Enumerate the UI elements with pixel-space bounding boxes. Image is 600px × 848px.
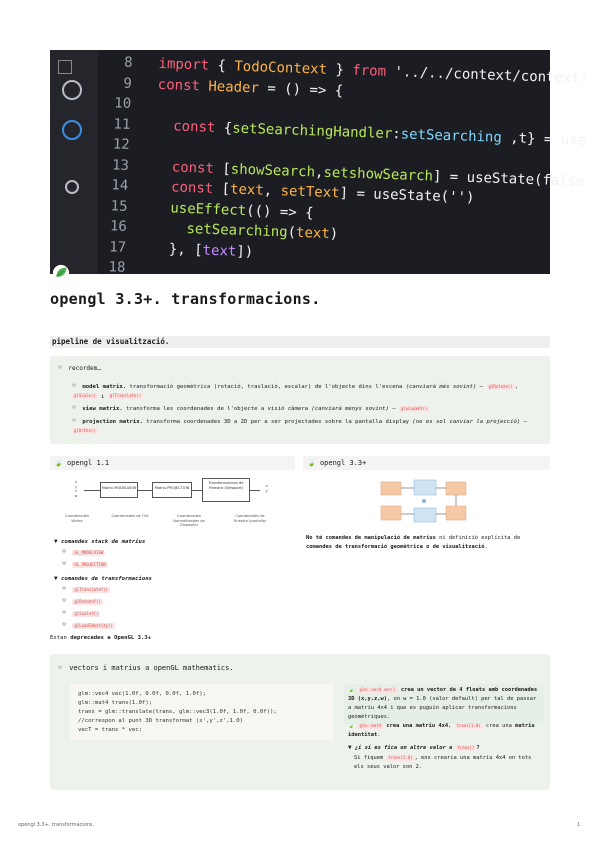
heart-icon: ♥ [62,621,67,629]
page-number: 1 [577,822,581,828]
pipeline-diagram [60,476,280,534]
cover-image [50,50,589,276]
leaf-icon [52,264,70,282]
code-token: ]) [236,243,254,260]
code-token: ,t} = use [501,129,587,149]
line-number: 11 [113,115,131,133]
code-token: ( [287,224,297,241]
line-number: 14 [111,177,129,194]
code-token: ] = useState(false [432,168,585,190]
stack-item: ♥ GL_PROJECTION [62,560,106,568]
extensions-icon [58,60,72,74]
code-token: const [153,178,214,197]
heart-icon: ♥ [62,585,67,593]
code-tag: glScale() [74,393,96,398]
code-tag: glTranslate() [109,393,142,398]
code-token: (() => { [245,202,314,221]
transform-item: ♥ glScalef() [62,609,99,617]
code-token: setSearchingHandler [231,119,393,142]
deprecated-note: Estan deprecades a OpenGL 3.3+ [50,635,152,641]
code-token: text [295,224,331,242]
arrow [84,490,100,491]
footer-title: opengl 3.3+. transformacions. [18,822,95,828]
column-heading-opengl11: 🍃 opengl 1.1 [50,456,295,470]
callout-title: vectors i matrius a openGL mathematics. [69,664,234,672]
code-token: [ [212,180,231,198]
transform-item: ♥ glRotatef() [62,597,101,605]
code-editor [97,50,589,290]
line-number: 9 [123,75,133,92]
heart-icon: ♥ [72,416,77,425]
code-token: const [156,117,216,136]
line-number: 8 [123,54,133,71]
code-token: { [208,57,235,75]
code-token: ] = useState('') [339,185,475,206]
input-vector: x y z w [74,480,78,498]
caption-vertex: Coordenades Vèrtex [65,514,89,523]
line-number: 16 [109,218,128,235]
list-item-model: ♥ model matrix. transformació geomètrica (rotació, traslació, escalar) de l'objecte dins l'escena (canviarà més sovint) – glRotate() , glScale() i glTranslate() [72,382,518,400]
code-token: , [263,182,281,200]
arrow [250,490,260,491]
code-token: Header [208,78,260,96]
code-tag: gluLookAt() [400,405,428,411]
callout-header [58,364,101,375]
code-tag: glRotate() [488,383,513,389]
caption-ndc: Coordenades Normalitzades de Dispositiu [173,514,205,527]
leaf-icon: 🍃 [348,687,355,693]
code-token: text [202,242,237,260]
line-number: 12 [112,136,130,153]
code-line [97,259,152,283]
code-block: glm::vec4 vec(1.0f, 0.0f, 0.0f, 1.0f); glm::mat4 trans(1.0f); trans = glm::translate(trans, glm::vec3(1.0f, 1.0f, 0.0f)); //correspon al punt 3D transformat (x',y',z',1.0) vecT = trans * vec; [70,684,334,740]
leaf-icon: 🍃 [348,723,355,729]
callout-title: recordem… [68,365,101,372]
code-token: = () => { [258,79,344,99]
heart-icon: ♥ [62,609,67,617]
code-token: import [158,55,210,74]
code-token: const [157,76,201,94]
browser-icon [62,120,82,140]
glm-callout [50,654,550,790]
toggle-transformacions[interactable]: ▼ comandes de transformacions [54,575,152,582]
caption-eye: Coordenades de l'Ull [111,514,149,518]
history-icon [62,80,82,100]
opengl33-note: No té comandes de manipulació de matrius ni definició explícita de comandes de transformació geomètrica o de visualització. [306,535,521,550]
code-token: , [314,163,324,181]
modelview-box: Matriu MODELVIEW [100,482,138,498]
heart-icon: ♥ [62,548,67,556]
code-token: setText [280,183,340,202]
glm-note-vec4: 🍃 glm::vec4 vec() crea un vector de 4 floats amb coordenades 3D (x,y,z,w), on w = 1.0 (valor default) per tal de passar a matriu 4x4 i que es puguin aplicar transformacions geomètriques. [344,684,544,724]
toggle-arrow-icon: ▼ [54,575,58,582]
heart-icon: ♥ [58,664,63,672]
line-number: 13 [111,156,130,174]
code-token: [ [213,160,232,177]
code-token: : [392,125,402,142]
code-token: text [229,181,265,199]
code-token: setSearching [152,219,288,241]
glm-note-mat4: 🍃 glm::mat4 crea una matriu 4x4, trans(1.0) crea una matriu identitat. [348,722,535,738]
code-line [102,115,586,154]
code-token: { [215,119,233,136]
code-token: TodoContext [234,58,328,78]
line-number: 15 [110,197,128,215]
caption-window: Coordenades de Finestra (pantalla) [233,514,267,523]
line-number: 18 [108,259,126,276]
code-token: } [326,61,353,79]
heart-icon: ♥ [72,404,77,412]
transform-item: ♥ glTranslatef() [62,585,109,593]
line-number: 17 [108,238,127,256]
column-heading-opengl33: 🍃 opengl 3.3+ [303,456,550,470]
page-title: opengl 3.3+. transformacions. [50,290,321,308]
toggle-answer: Si fiquem trans(2.0) , ens crearia una matriu 4x4 on tots els seus valor son 2. [354,754,532,770]
heart-icon: ♥ [62,597,67,605]
recordem-callout [50,356,550,444]
code-tag: glOrtho() [74,427,96,433]
list-item-view: ♥ view matrix. transforma les coordenades de l'objecte a visió càmera (canviarà menys sovint) – gluLookAt() [72,404,428,412]
code-token: useEffect [153,199,247,219]
code-token: }, [ [151,240,203,259]
recordem-list [72,383,542,437]
callout-header [58,664,234,672]
account-icon [65,180,79,194]
section-heading-pipeline: pipeline de visualització. [50,336,550,348]
leaf-icon: 🍃 [54,459,63,467]
code-token: showSearch [230,160,316,180]
code-token: const [154,158,215,177]
arrow [192,490,202,491]
toggle-arrow-icon: ▼ [348,744,352,751]
viewport-box: Transformacions de Finestra (Viewport) [202,478,250,502]
toggle-other-value[interactable]: ▼ ¿i si es fica un altre valor a trans() ? [348,744,480,751]
heart-icon: ♥ [62,560,67,568]
heart-icon: ♥ [72,382,77,390]
heart-icon: ♥ [58,364,63,372]
editor-sidebar [50,50,98,274]
code-token: from [352,62,387,80]
list-item-projection: ♥ projection matrix. transforma coordenades 3D a 2D per a ser projectades sobre la pantalla display (no es sol canviar la projecció) – glOrtho() [72,416,527,433]
stack-item: ♥ GL_MODELVIEW [62,548,104,556]
transform-item: ♥ glLoadIdentity() [62,621,113,629]
code-token: '../../context/context' [385,63,589,87]
projection-box: Matriu PROJECTION [152,482,192,498]
output-vector: x' y' [265,484,269,493]
line-number: 10 [114,95,132,112]
toggle-stack[interactable]: ▼ comandes stack de matrius [54,538,146,545]
code-token: ) [329,225,339,243]
toggle-arrow-icon: ▼ [54,538,58,545]
pipeline-image-gl33 [378,478,470,526]
code-token: setshowSearch [323,164,434,185]
code-token: setSearching [400,125,503,146]
leaf-icon: 🍃 [307,459,316,467]
arrow [138,490,152,491]
